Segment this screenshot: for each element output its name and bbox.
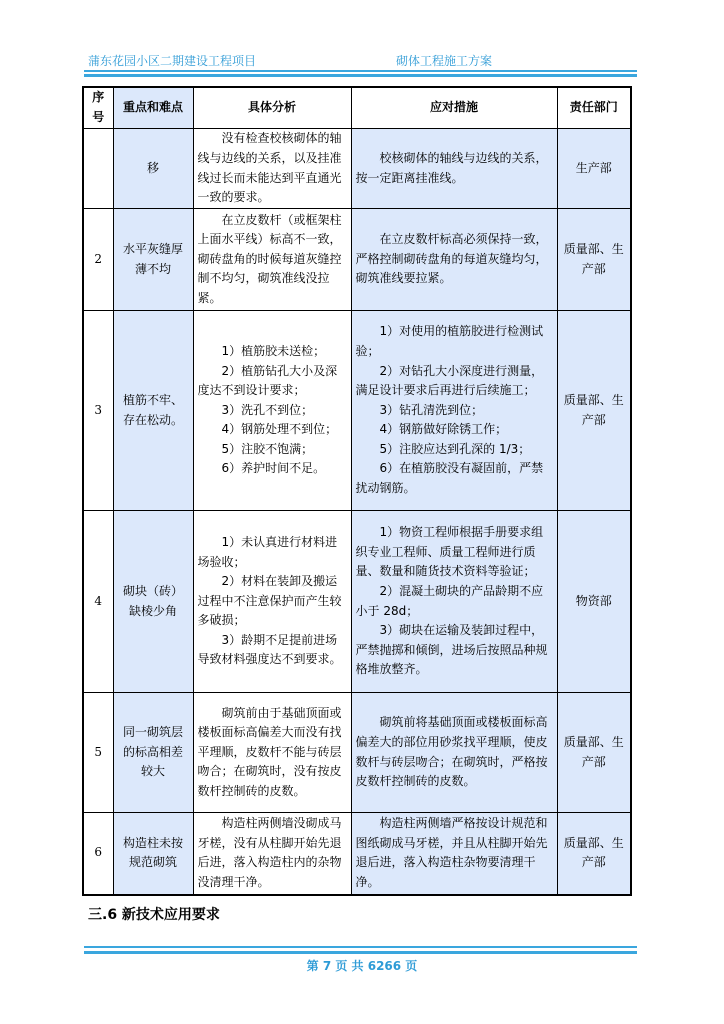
responsible-dept-cell: 质量部、生产部 — [557, 209, 631, 311]
measure-line: 在立皮数杆标高必须保持一致，严格控制砌砖盘角的每道灰缝均匀，砌筑准线要拉紧。 — [355, 232, 548, 286]
analysis-cell — [193, 209, 351, 311]
key-point-cell: 砌块（砖）缺棱少角 — [113, 511, 193, 693]
measure-line: 砌筑前将基础顶面或楼板面标高偏差大的部位用砂浆找平理顺，使皮数杆与砖层吻合；在砌筑时，严格按皮数杆控制砖的皮数。 — [355, 715, 548, 789]
section-heading: 三.6 新技术应用要求 — [88, 907, 220, 923]
measures-cell — [351, 129, 557, 209]
row-number-cell: 6 — [83, 813, 113, 895]
measures-cell — [351, 813, 557, 895]
analysis-line: 1）未认真进行材料进场验收； — [197, 534, 338, 569]
table-row — [83, 693, 631, 813]
table-body — [83, 129, 631, 895]
responsible-dept-cell: 质量部、生产部 — [557, 311, 631, 511]
header-cell-dept: 责任部门 — [557, 87, 631, 129]
analysis-cell — [193, 311, 351, 511]
key-point-cell: 植筋不牢、存在松动。 — [113, 311, 193, 511]
header-cell-measures: 应对措施 — [351, 87, 557, 129]
analysis-cell — [193, 813, 351, 895]
key-point-cell: 水平灰缝厚薄不均 — [113, 209, 193, 311]
measure-line: 2）混凝土砌块的产品龄期不应小于 28d； — [355, 583, 544, 618]
measure-line: 6）在植筋胶没有凝固前，严禁扰动钢筋。 — [355, 461, 544, 496]
row-number-cell: 5 — [83, 693, 113, 813]
table-header-row — [83, 87, 631, 129]
responsible-dept-cell: 物资部 — [557, 511, 631, 693]
row-number-cell — [83, 129, 113, 209]
measures-cell — [351, 311, 557, 511]
header-doc-title: 砌体工程施工方案 — [396, 54, 493, 68]
analysis-cell — [193, 129, 351, 209]
analysis-line: 3）洗孔不到位； — [221, 402, 314, 417]
analysis-line: 2）植筋钻孔大小及深度达不到设计要求； — [197, 363, 338, 398]
analysis-line: 在立皮数杆（或框架柱上面水平线）标高不一致，砌砖盘角的时候每道灰缝控制不均匀，砌筑准线没拉紧。 — [197, 212, 342, 305]
quality-issues-table — [82, 86, 632, 896]
measure-line: 4）钢筋做好除锈工作； — [379, 422, 508, 437]
analysis-line: 4）钢筋处理不到位； — [221, 422, 338, 437]
measures-cell — [351, 209, 557, 311]
row-number-cell: 2 — [83, 209, 113, 311]
page-header — [88, 52, 636, 70]
analysis-line: 5）注胶不饱满； — [221, 441, 314, 456]
row-number-cell: 4 — [83, 511, 113, 693]
header-cell-analysis: 具体分析 — [193, 87, 351, 129]
measures-cell — [351, 693, 557, 813]
analysis-line: 1）植筋胶未送检； — [221, 343, 326, 358]
header-cell-no: 序号 — [83, 87, 113, 129]
measure-line: 2）对钻孔大小深度进行测量，满足设计要求后再进行后续施工； — [355, 363, 544, 398]
table-row — [83, 129, 631, 209]
analysis-line: 2）材料在装卸及搬运过程中不注意保护而产生较多破损； — [197, 574, 342, 628]
measure-line: 3）钻孔清洗到位； — [379, 402, 484, 417]
measure-line: 校核砌体的轴线与边线的关系，按一定距离挂准线。 — [355, 150, 548, 185]
footer-rule-thin — [84, 946, 637, 948]
analysis-line: 构造柱两侧墙没砌成马牙槎，没有从柱脚开始先退后进，落入构造柱内的杂物没清理干净。 — [197, 816, 342, 889]
table-row — [83, 813, 631, 895]
table-row — [83, 311, 631, 511]
header-project-name: 蒲东花园小区二期建设工程项目 — [88, 54, 257, 68]
header-rule-thin — [84, 70, 637, 72]
analysis-line: 6）养护时间不足。 — [221, 461, 326, 476]
header-rule-thick — [84, 74, 637, 77]
header-cell-point: 重点和难点 — [113, 87, 193, 129]
key-point-cell: 同一砌筑层的标高相差较大 — [113, 693, 193, 813]
row-number-cell: 3 — [83, 311, 113, 511]
key-point-cell: 移 — [113, 129, 193, 209]
responsible-dept-cell: 质量部、生产部 — [557, 813, 631, 895]
measure-line: 1）物资工程师根据手册要求组织专业工程师、质量工程师进行质量、数量和随货技术资料等验证； — [355, 525, 544, 579]
analysis-line: 砌筑前由于基础顶面或楼板面标高偏差大而没有找平理顺，皮数杆不能与砖层吻合；在砌筑时，没有按皮数杆控制砖的皮数。 — [197, 705, 342, 798]
analysis-line: 没有检查校核砌体的轴线与边线的关系，以及挂准线过长而未能达到平直通光一致的要求。 — [197, 131, 342, 205]
analysis-line: 3）龄期不足提前进场导致材料强度达不到要求。 — [197, 632, 342, 667]
table-row — [83, 511, 631, 693]
measure-line: 构造柱两侧墙严格按设计规范和图纸砌成马牙槎，并且从柱脚开始先退后进，落入构造柱杂物要清理干净。 — [355, 816, 548, 889]
measure-line: 1）对使用的植筋胶进行检测试验； — [355, 324, 544, 358]
measures-cell — [351, 511, 557, 693]
analysis-cell — [193, 693, 351, 813]
responsible-dept-cell: 质量部、生产部 — [557, 693, 631, 813]
measure-line: 5）注胶应达到孔深的 1/3； — [379, 441, 531, 456]
analysis-cell — [193, 511, 351, 693]
key-point-cell: 构造柱未按规范砌筑 — [113, 813, 193, 895]
responsible-dept-cell: 生产部 — [557, 129, 631, 209]
measure-line: 3）砌块在运输及装卸过程中，严禁抛掷和倾倒，进场后按照品种规格堆放整齐。 — [355, 623, 548, 677]
table-row — [83, 209, 631, 311]
footer-rule-thick — [84, 951, 637, 954]
page-number: 第 7 页 共 6266 页 — [306, 959, 418, 973]
